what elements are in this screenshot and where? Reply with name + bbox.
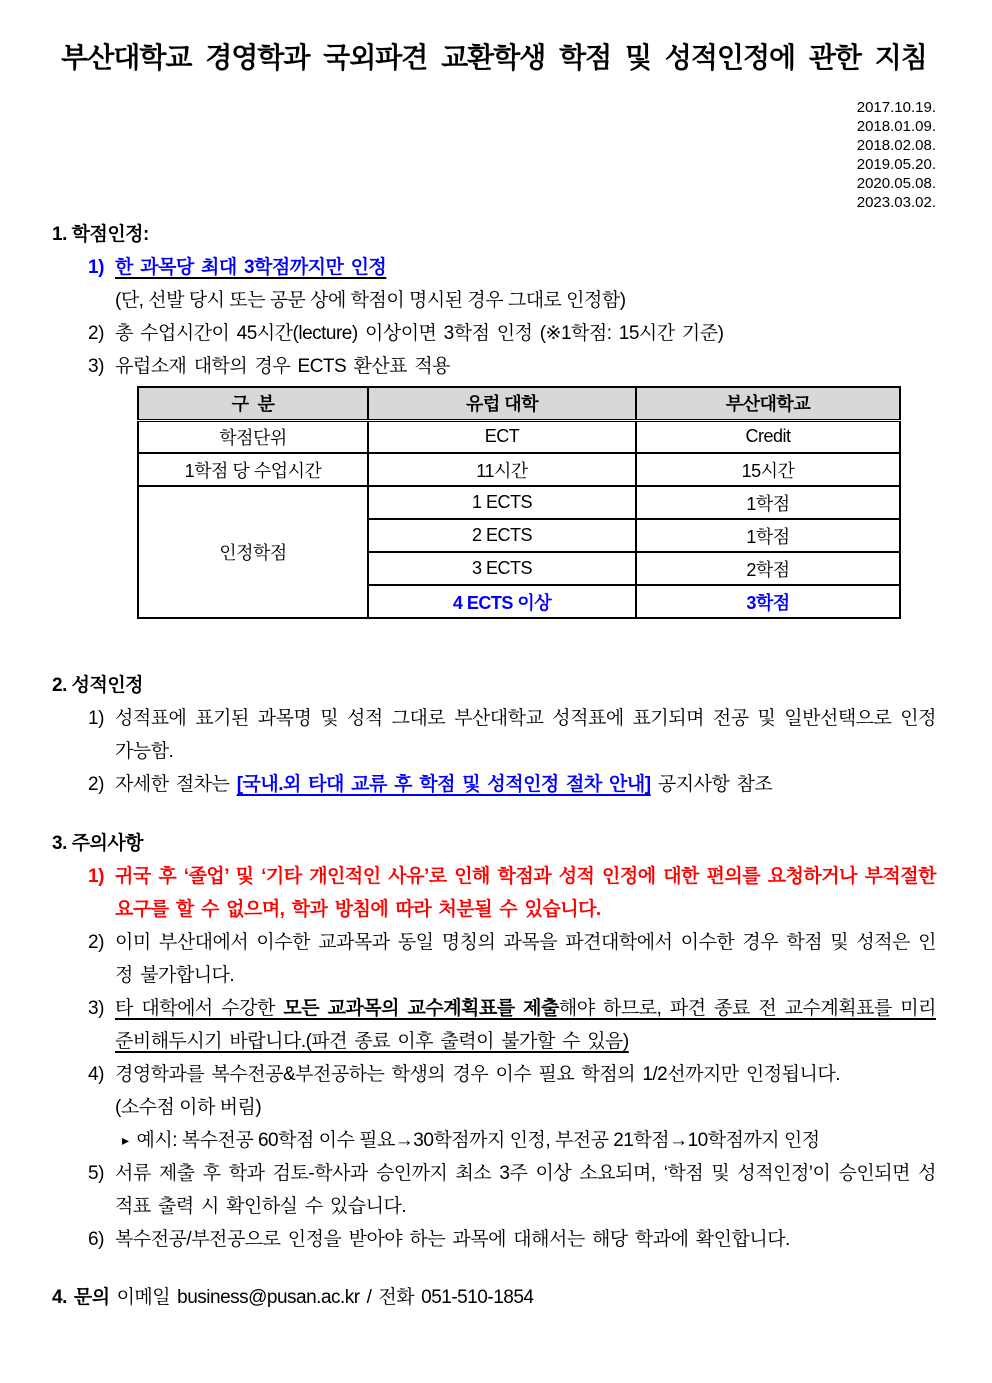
lecture-hours-rule: 총 수업시간이 45시간(lecture) 이상이면 3학점 인정 (※1학점: 15시간 기준): [115, 323, 724, 344]
section3-item6: [88, 1223, 936, 1256]
item-number: 1): [88, 866, 104, 887]
syllabus-submission-rule: [115, 992, 936, 1058]
revision-date: 2020.05.08.: [856, 175, 936, 192]
revision-date: 2017.10.19.: [856, 99, 936, 116]
item-number: 1): [88, 257, 104, 278]
contact-number: 4.: [52, 1287, 67, 1308]
cell-credit-highlight: 3학점: [636, 585, 900, 618]
section3-item1: [88, 860, 936, 926]
phone-label: 전화: [378, 1287, 415, 1308]
section1-item1: [88, 251, 936, 284]
cell-hours-eu: 11시간: [368, 453, 636, 486]
contact-email: business@pusan.ac.kr: [177, 1287, 360, 1308]
separator-slash: /: [366, 1287, 372, 1308]
procedure-guide-link[interactable]: [국내.외 타대 교류 후 학점 및 성적인정 절차 안내]: [236, 774, 651, 795]
section-grade-recognition: [52, 669, 936, 801]
contact-label: 문의: [73, 1287, 110, 1308]
cell-ects-highlight: 4 ECTS 이상: [368, 585, 636, 618]
cell-hours-pnu: 15시간: [636, 453, 900, 486]
syllabus-prefix: 타 대학에서 수강한: [115, 998, 284, 1019]
revision-date: 2019.05.20.: [856, 156, 936, 173]
section3-item4-note: (소수점 이하 버림): [115, 1097, 262, 1118]
cell-credit: 1학점: [636, 519, 900, 552]
syllabus-suffix: 해야 하므로, 파견 종료 전 교수계획표를 미리 준비해두시기 바랍니다.(파견 종료 이후 출력이 불가할 수 있음): [115, 998, 937, 1052]
revision-date: 2023.03.02.: [856, 194, 936, 211]
item-number: 1): [88, 708, 104, 729]
item-number: 5): [88, 1163, 104, 1184]
header-european-univ: 유럽 대학: [368, 387, 636, 420]
item-number: 3): [88, 998, 104, 1019]
max-credit-rule: 한 과목당 최대 3학점까지만 인정: [115, 257, 387, 278]
cell-ects: 2 ECTS: [368, 519, 636, 552]
section3-heading: 3. 주의사항: [52, 833, 144, 854]
section1-item3: [88, 350, 936, 383]
procedure-prefix: 자세한 절차는: [115, 774, 237, 795]
section1-item1-note: (단, 선발 당시 또는 공문 상에 학점이 명시된 경우 그대로 인정함): [115, 290, 626, 311]
revision-date: 2018.02.08.: [856, 137, 936, 154]
item-number: 3): [88, 356, 104, 377]
table-row: [138, 486, 900, 519]
section1-item2: [88, 317, 936, 350]
section1-heading: 1. 학점인정:: [52, 224, 149, 245]
item-number: 6): [88, 1229, 104, 1250]
section-cautions: [52, 827, 936, 1256]
section3-item4: [88, 1058, 936, 1091]
syllabus-bold: 모든 교과목의 교수계획표를 제출: [283, 998, 559, 1019]
section3-item4-example: [122, 1124, 936, 1157]
section-contact: [52, 1281, 936, 1314]
triangle-bullet-icon: ▸: [122, 1132, 129, 1148]
section2-item1: [88, 702, 936, 768]
item-number: 4): [88, 1064, 104, 1085]
transcript-rule: 성적표에 표기된 과목명 및 성적 그대로 부산대학교 성적표에 표기되며 전공 및 일반선택으로 인정 가능함.: [115, 708, 936, 762]
minor-confirmation-rule: 복수전공/부전공으로 인정을 받아야 하는 과목에 대해서는 해당 학과에 확인합니다.: [115, 1229, 790, 1250]
cell-credit: 2학점: [636, 552, 900, 585]
revision-date: 2018.01.09.: [856, 118, 936, 135]
ects-conversion-table: [137, 386, 901, 619]
cell-credit: 1학점: [636, 486, 900, 519]
example-text: 예시: 복수전공 60학점 이수 필요→30학점까지 인정, 부전공 21학점→10학점까지 인정: [136, 1130, 820, 1151]
section2-heading: 2. 성적인정: [52, 675, 144, 696]
double-major-rule: 경영학과를 복수전공&부전공하는 학생의 경우 이수 필요 학점의 1/2선까지만 인정됩니다.: [115, 1064, 840, 1085]
section-credit-recognition: [52, 218, 936, 619]
table-row: [138, 453, 900, 486]
cell-recognized-credit-label: 인정학점: [138, 486, 368, 618]
processing-time-rule: 서류 제출 후 학과 검토-학사과 승인까지 최소 3주 이상 소요되며, ‘학점 및 성적인정’이 승인되면 성적표 출력 시 확인하실 수 있습니다.: [115, 1163, 936, 1217]
item-number: 2): [88, 932, 104, 953]
procedure-suffix: 공지사항 참조: [650, 774, 773, 795]
item-number: 2): [88, 323, 104, 344]
warning-no-favors: 귀국 후 ‘졸업’ 및 ‘기타 개인적인 사유’로 인해 학점과 성적 인정에 대한 편의를 요청하거나 부적절한 요구를 할 수 없으며, 학과 방침에 따라 처분될 수 있습니다.: [115, 866, 936, 920]
email-label: 이메일: [116, 1287, 171, 1308]
header-pusan-univ: 부산대학교: [636, 387, 900, 420]
page-title: 부산대학교 경영학과 국외파견 교환학생 학점 및 성적인정에 관한 지침: [61, 42, 927, 73]
revision-dates: [52, 98, 936, 212]
table-row: [138, 420, 900, 453]
duplicate-course-rule: 이미 부산대에서 이수한 교과목과 동일 명칭의 과목을 파견대학에서 이수한 경우 학점 및 성적은 인정 불가합니다.: [115, 932, 936, 986]
cell-ects: 1 ECTS: [368, 486, 636, 519]
cell-unit-pnu: Credit: [636, 420, 900, 453]
ects-rule: 유럽소재 대학의 경우 ECTS 환산표 적용: [115, 356, 451, 377]
cell-unit-eu: ECT: [368, 420, 636, 453]
section3-item5: [88, 1157, 936, 1223]
contact-phone: 051-510-1854: [421, 1287, 534, 1308]
cell-unit-label: 학점단위: [138, 420, 368, 453]
section3-item2: [88, 926, 936, 992]
table-header-row: [138, 387, 900, 420]
item-number: 2): [88, 774, 104, 795]
cell-ects: 3 ECTS: [368, 552, 636, 585]
cell-hours-label: 1학점 당 수업시간: [138, 453, 368, 486]
section2-item2: [88, 768, 936, 801]
section3-item3: [88, 992, 936, 1058]
header-category: 구 분: [138, 387, 368, 420]
